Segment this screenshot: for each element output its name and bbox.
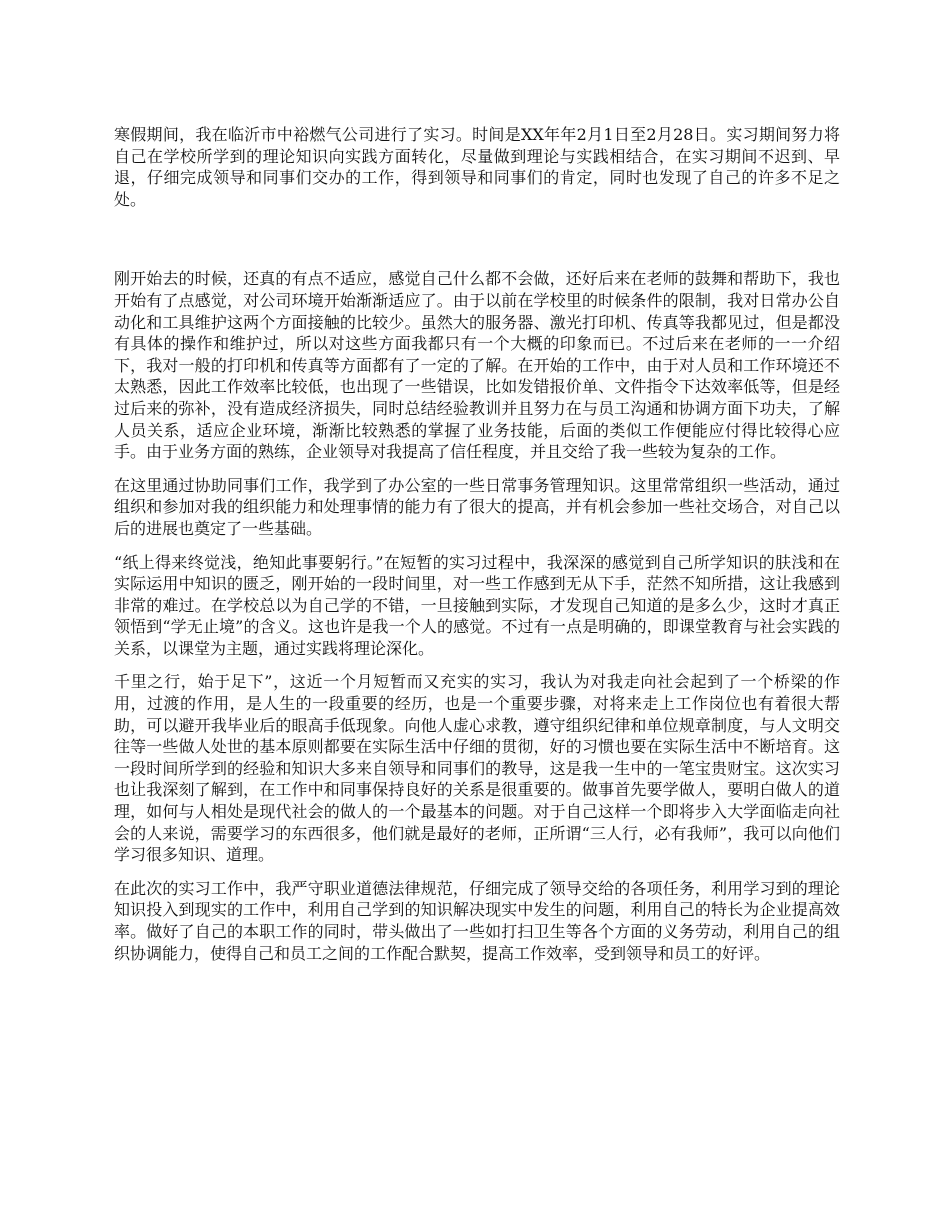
paragraph-office-skills: 在这里通过协助同事们工作，我学到了办公室的一些日常事务管理知识。这里常常组织一些活动，通过组织和参加对我的组织能力和处理事情的能力有了很大的提高，并有机会参加一些社交场合，对自己以后的进展也奠定了一些基础。 [114,475,840,538]
paragraph-reflection: “纸上得来终觉浅，绝知此事要躬行。”在短暂的实习过程中，我深深的感觉到自己所学知识的肤浅和在实际运用中知识的匮乏，刚开始的一段时间里，对一些工作感到无从下手，茫然不知所措，这让我感到非常的难过。在学校总以为自己学的不错，一旦接触到实际，才发现自己知道的是多么少，这时才真正领悟到“学无止境”的含义。这也许是我一个人的感觉。不过有一点是明确的，即课堂教育与社会实践的关系，以课堂为主题，通过实践将理论深化。 [114,552,840,658]
paragraph-adaptation: 刚开始去的时候，还真的有点不适应，感觉自己什么都不会做，还好后来在老师的鼓舞和帮助下，我也开始有了点感觉，对公司环境开始渐渐适应了。由于以前在学校里的时候条件的限制，我对日常办公自动化和工具维护这两个方面接触的比较少。虽然大的服务器、激光打印机、传真等我都见过，但是都没有具体的操作和维护过，所以对这些方面我都只有一个大概的印象而已。不过后来在老师的一一介绍下，我对一般的打印机和传真等方面都有了一定的了解。在开始的工作中，由于对人员和工作环境还不太熟悉，因此工作效率比较低，也出现了一些错误，比如发错报价单、文件指令下达效率低等，但是经过后来的弥补，没有造成经济损失，同时总结经验教训并且努力在与员工沟通和协调方面下功夫，了解人员关系，适应企业环境，渐渐比较熟悉的掌握了业务技能，后面的类似工作便能应付得比较得心应手。由于业务方面的熟练，企业领导对我提高了信任程度，并且交给了我一些较为复杂的工作。 [114,269,840,462]
paragraph-intro: 寒假期间，我在临沂市中裕燃气公司进行了实习。时间是XX年年2月1日至2月28日。实习期间努力将自己在学校所学到的理论知识向实践方面转化，尽量做到理论与实践相结合，在实习期间不迟到、早退，仔细完成领导和同事们交办的工作，得到领导和同事们的肯定，同时也发现了自己的许多不足之处。 [114,125,840,209]
document-page [114,124,840,976]
paragraph-lessons: 千里之行，始于足下”，这近一个月短暂而又充实的实习，我认为对我走向社会起到了一个桥梁的作用，过渡的作用，是人生的一段重要的经历，也是一个重要步骤，对将来走上工作岗位也有着很大帮助，可以避开我毕业后的眼高手低现象。向他人虚心求教，遵守组织纪律和单位规章制度，与人文明交往等一些做人处世的基本原则都要在实际生活中仔细的贯彻，好的习惯也要在实际生活中不断培育。这一段时间所学到的经验和知识大多来自领导和同事们的教导，这是我一生中的一笔宝贵财宝。这次实习也让我深刻了解到，在工作中和同事保持良好的关系是很重要的。做事首先要学做人，要明白做人的道理，如何与人相处是现代社会的做人的一个最基本的问题。对于自己这样一个即将步入大学面临走向社会的人来说，需要学习的东西很多，他们就是最好的老师，正所谓“三人行，必有我师”，我可以向他们学习很多知识、道理。 [114,672,840,865]
paragraph-conclusion: 在此次的实习工作中，我严守职业道德法律规范，仔细完成了领导交给的各项任务，利用学习到的理论知识投入到现实的工作中，利用自己学到的知识解决现实中发生的问题，利用自己的特长为企业提高效率。做好了自己的本职工作的同时，带头做出了一些如打扫卫生等各个方面的义务劳动，利用自己的组织协调能力，使得自己和员工之间的工作配合默契，提高工作效率，受到领导和员工的好评。 [114,878,840,963]
